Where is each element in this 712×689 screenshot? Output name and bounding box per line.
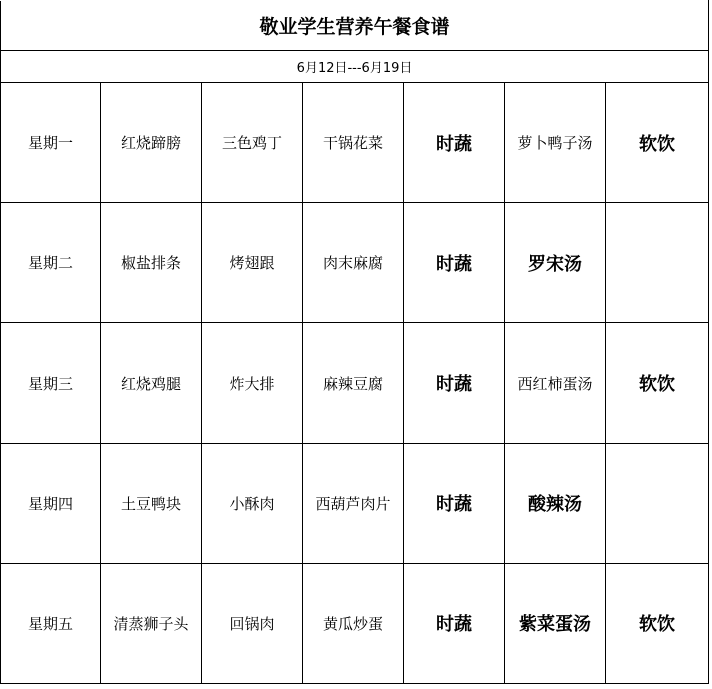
third-dish-cell: 肉末麻腐 (303, 203, 404, 323)
day-cell: 星期二 (1, 203, 101, 323)
soup-cell: 罗宋汤 (505, 203, 606, 323)
vegetable-cell: 时蔬 (404, 323, 505, 443)
third-dish-cell: 黄瓜炒蛋 (303, 563, 404, 683)
menu-row-wednesday (1, 323, 709, 443)
vegetable-cell: 时蔬 (404, 203, 505, 323)
top-edge-mask (0, 0, 708, 1)
menu-row-tuesday (1, 203, 709, 323)
menu-row-monday (1, 83, 709, 203)
main-dish-cell: 红烧蹄膀 (101, 83, 202, 203)
main-dish-cell: 红烧鸡腿 (101, 323, 202, 443)
day-cell: 星期三 (1, 323, 101, 443)
vegetable-cell: 时蔬 (404, 443, 505, 563)
day-cell: 星期一 (1, 83, 101, 203)
main-dish-cell: 清蒸狮子头 (101, 563, 202, 683)
vegetable-cell: 时蔬 (404, 83, 505, 203)
menu-row-thursday (1, 443, 709, 563)
second-dish-cell: 小酥肉 (202, 443, 303, 563)
day-cell: 星期五 (1, 563, 101, 683)
drink-cell: 软饮 (606, 323, 709, 443)
vegetable-cell: 时蔬 (404, 563, 505, 683)
title-row (1, 1, 709, 51)
second-dish-cell: 三色鸡丁 (202, 83, 303, 203)
soup-cell: 酸辣汤 (505, 443, 606, 563)
drink-cell (606, 203, 709, 323)
drink-cell: 软饮 (606, 83, 709, 203)
drink-cell: 软饮 (606, 563, 709, 683)
drink-cell (606, 443, 709, 563)
third-dish-cell: 西葫芦肉片 (303, 443, 404, 563)
date-range: 6月12日---6月19日 (1, 51, 709, 83)
main-dish-cell: 土豆鸭块 (101, 443, 202, 563)
date-row (1, 51, 709, 83)
second-dish-cell: 烤翅跟 (202, 203, 303, 323)
soup-cell: 紫菜蛋汤 (505, 563, 606, 683)
main-dish-cell: 椒盐排条 (101, 203, 202, 323)
menu-title: 敬业学生营养午餐食谱 (1, 1, 709, 51)
soup-cell: 西红柿蛋汤 (505, 323, 606, 443)
second-dish-cell: 炸大排 (202, 323, 303, 443)
second-dish-cell: 回锅肉 (202, 563, 303, 683)
menu-row-friday (1, 563, 709, 683)
day-cell: 星期四 (1, 443, 101, 563)
soup-cell: 萝卜鸭子汤 (505, 83, 606, 203)
third-dish-cell: 干锅花菜 (303, 83, 404, 203)
third-dish-cell: 麻辣豆腐 (303, 323, 404, 443)
